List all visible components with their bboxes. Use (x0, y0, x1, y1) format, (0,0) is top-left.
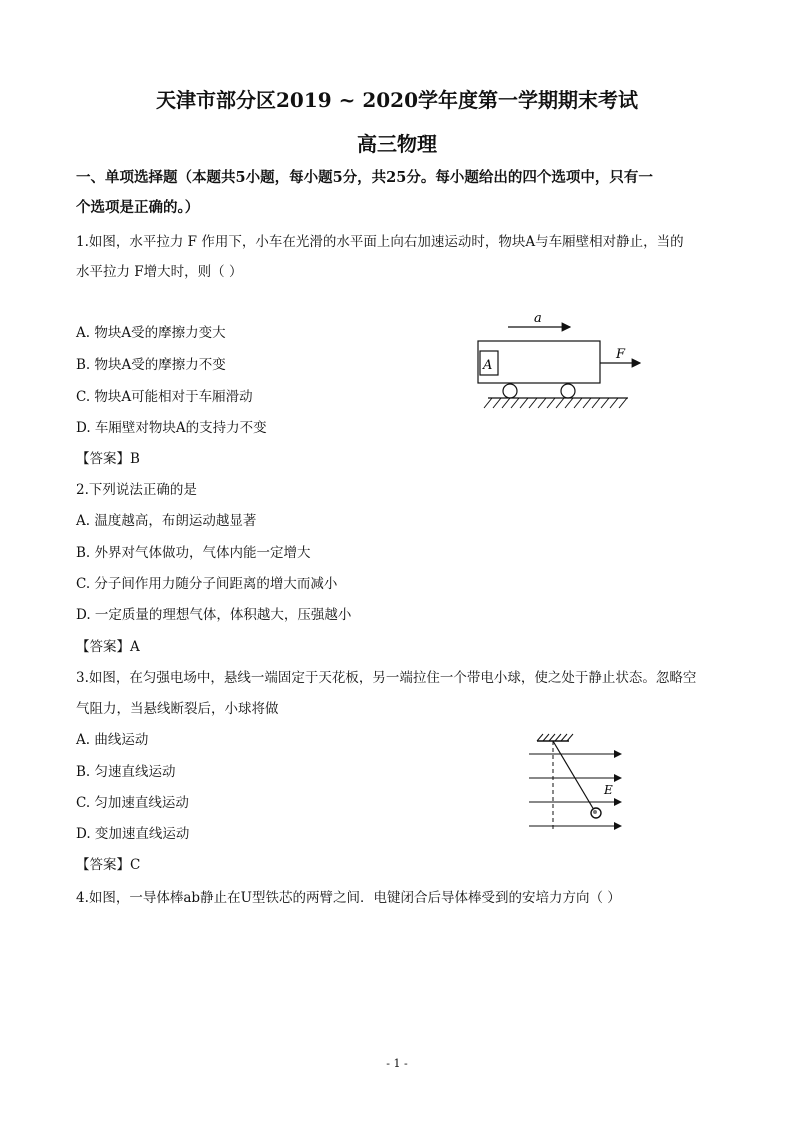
page-number: - 1 - (386, 1057, 408, 1070)
q3-answer: 【答案】C (76, 857, 141, 873)
q1-option-a: A. 物块A受的摩擦力变大 (76, 325, 226, 341)
section-heading-line1: 一、单项选择题（本题共5小题，每小题5分，共25分。每小题给出的四个选项中，只有一 (76, 169, 653, 186)
q3-stem-line1: 3.如图，在匀强电场中，悬线一端固定于天花板，另一端拉住一个带电小球，使之处于静止状态。忽略空 (76, 670, 697, 686)
exam-subtitle: 高三物理 (357, 132, 437, 156)
cart-body (478, 341, 600, 383)
cart-wheel-left (503, 384, 517, 398)
q1-stem-line2: 水平拉力 F增大时，则（ ） (76, 264, 243, 280)
q3-option-b: B. 匀速直线运动 (76, 764, 176, 780)
acceleration-label: a (534, 311, 542, 326)
field-label: E (604, 783, 613, 797)
force-label: F (616, 347, 626, 362)
q1-stem-line1: 1.如图，水平拉力 F 作用下，小车在光滑的水平面上向右加速运动时，物块A与车厢壁相对静止，当的 (76, 234, 684, 250)
q4-stem: 4.如图，一导体棒ab静止在U型铁芯的两臂之间．电键闭合后导体棒受到的安培力方向（ ） (76, 890, 621, 906)
ball-shading (593, 810, 597, 814)
q1-option-d: D. 车厢壁对物块A的支持力不变 (76, 420, 267, 436)
ceiling-hatching (537, 734, 573, 741)
q2-option-a: A. 温度越高，布朗运动越显著 (76, 513, 257, 529)
exam-title: 天津市部分区2019 ~ 2020学年度第一学期期末考试 (155, 88, 638, 112)
q1-option-c: C. 物块A可能相对于车厢滑动 (76, 389, 253, 405)
suspension-string (553, 741, 594, 810)
q2-answer: 【答案】A (76, 639, 140, 655)
q1-answer: 【答案】B (76, 451, 140, 467)
q2-option-c: C. 分子间作用力随分子间距离的增大而减小 (76, 576, 338, 592)
q2-option-b: B. 外界对气体做功，气体内能一定增大 (76, 545, 311, 561)
ground-hatching (484, 398, 627, 408)
section-heading-line2: 个选项是正确的。） (76, 199, 200, 216)
q3-option-c: C. 匀加速直线运动 (76, 795, 189, 811)
q1-option-b: B. 物块A受的摩擦力不变 (76, 357, 226, 373)
cart-wheel-right (561, 384, 575, 398)
q3-option-d: D. 变加速直线运动 (76, 826, 190, 842)
block-a-label: A (483, 358, 493, 373)
q2-stem: 2.下列说法正确的是 (76, 482, 197, 498)
q2-option-d: D. 一定质量的理想气体，体积越大，压强越小 (76, 607, 352, 623)
q1-cart-figure (470, 305, 660, 420)
q3-stem-line2: 气阻力，当悬线断裂后，小球将做 (76, 701, 279, 717)
q3-option-a: A. 曲线运动 (76, 732, 149, 748)
q3-field-figure (525, 730, 635, 835)
